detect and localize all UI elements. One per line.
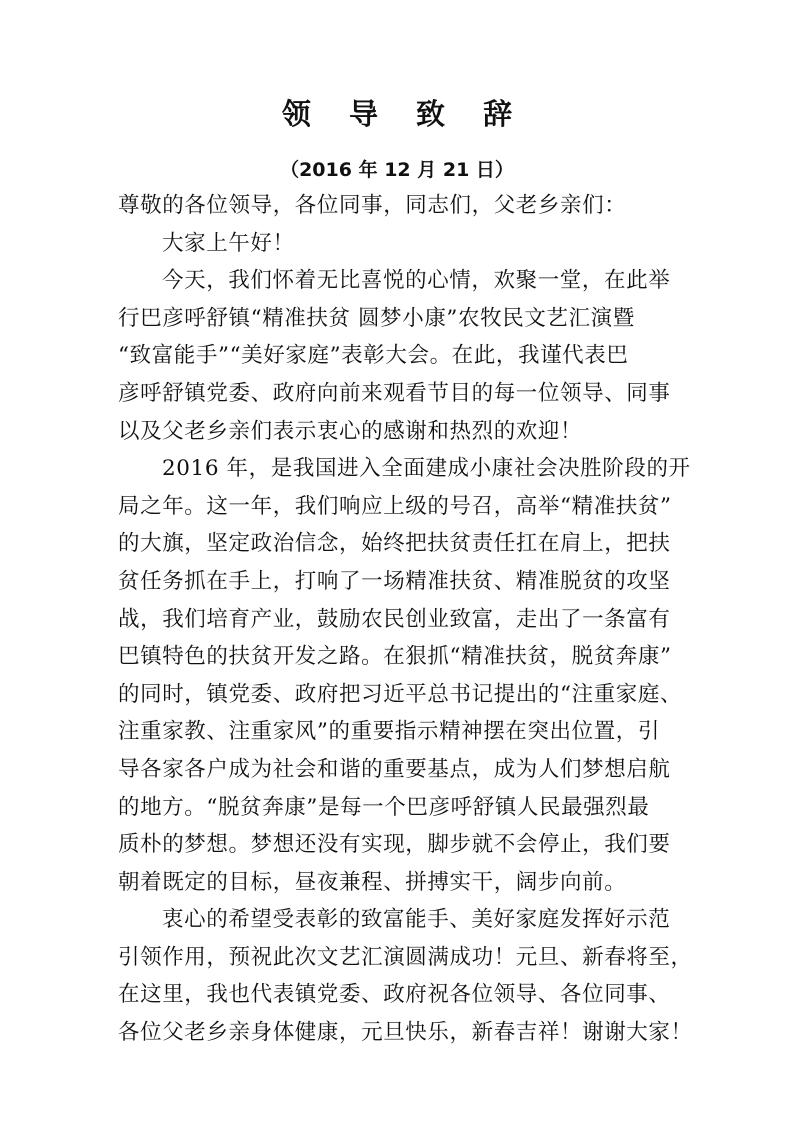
paragraph-line: 以及父老乡亲们表示衷心的感谢和热烈的欢迎！ xyxy=(118,418,583,444)
paragraph-closing xyxy=(118,901,693,1051)
paragraph-line: 的同时，镇党委、政府把习近平总书记提出的“注重家庭、 xyxy=(118,681,683,707)
salutation: 尊敬的各位领导，各位同事，同志们，父老乡亲们： xyxy=(118,193,627,218)
paragraph-line: 各位父老乡亲身体健康，元旦快乐，新春吉祥！谢谢大家！ xyxy=(118,1020,693,1046)
document-date: （2016 年 12 月 21 日） xyxy=(280,159,514,181)
paragraph-line: 质朴的梦想。梦想还没有实现，脚步就不会停止，我们要 xyxy=(118,832,671,858)
paragraph-line: 局之年。这一年，我们响应上级的号召，高举“精准扶贫” xyxy=(118,493,672,519)
document-body xyxy=(118,187,693,1052)
paragraph-line: 的大旗，坚定政治信念，始终把扶贫责任扛在肩上，把扶 xyxy=(118,531,671,557)
paragraph-line: 彦呼舒镇党委、政府向前来观看节目的每一位领导、同事 xyxy=(118,380,671,406)
paragraph-greeting xyxy=(118,225,674,263)
paragraph-line: 注重家教、注重家风”的重要指示精神摆在突出位置，引 xyxy=(118,719,660,745)
paragraph-line: 今天，我们怀着无比喜悦的心情，欢聚一堂，在此举 xyxy=(162,268,671,294)
paragraph-line: 的地方。“脱贫奔康”是每一个巴彦呼舒镇人民最强烈最 xyxy=(118,794,650,820)
paragraph-line: 衷心的希望受表彰的致富能手、美好家庭发挥好示范 xyxy=(162,907,671,933)
paragraph-line: 行巴彦呼舒镇“精准扶贫 圆梦小康”农牧民文艺汇演暨 xyxy=(118,305,635,331)
paragraph-line: “致富能手”“美好家庭”表彰大会。在此，我谨代表巴 xyxy=(118,343,629,369)
paragraph-line: 引领作用，预祝此次文艺汇演圆满成功！元旦、新春将至， xyxy=(118,944,693,970)
document-title: 领 导 致 辞 xyxy=(281,97,527,131)
paragraph-line: 在这里，我也代表镇党委、政府祝各位领导、各位同事、 xyxy=(118,982,671,1008)
paragraph-line: 导各家各户成为社会和谐的重要基点，成为人们梦想启航 xyxy=(118,756,671,782)
paragraph-line: 贫任务抓在手上，打响了一场精准扶贫、精准脱贫的攻坚 xyxy=(118,568,671,594)
paragraph-line: 巴镇特色的扶贫开发之路。在狠抓“精准扶贫，脱贫奔康” xyxy=(118,644,672,670)
paragraph-line: 2016 年，是我国进入全面建成小康社会决胜阶段的开 xyxy=(162,456,691,482)
paragraph-review-2016 xyxy=(118,450,691,901)
paragraph-welcome xyxy=(118,262,674,450)
paragraph-line: 朝着既定的目标，昼夜兼程、拼搏实干，阔步向前。 xyxy=(118,869,627,895)
paragraph-line: 战，我们培育产业，鼓励农民创业致富，走出了一条富有 xyxy=(118,606,671,632)
paragraph-line: 大家上午好！ xyxy=(162,230,295,256)
